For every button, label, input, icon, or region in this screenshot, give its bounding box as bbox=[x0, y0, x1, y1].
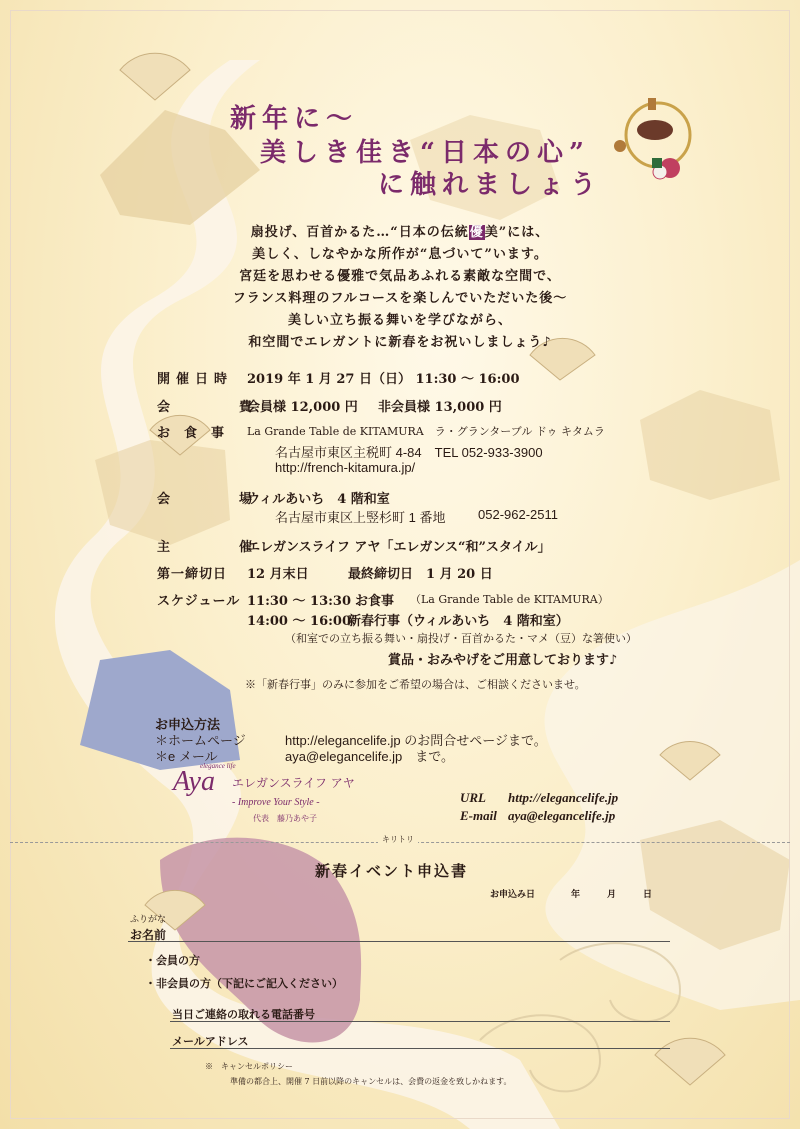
notice-text: ※「新春行事」のみに参加をご希望の場合は、ご相談くださいませ。 bbox=[245, 678, 586, 691]
schedule-2-gift: 賞品・おみやげをご用意しております♪ bbox=[388, 653, 618, 668]
intro-line-2: 美しく、しなやかな所作が“息づいて”います。 bbox=[252, 247, 548, 262]
venue-address: 名古屋市東区上竪杉町 1 番地 bbox=[275, 510, 446, 525]
intro-line-4: フランス料理のフルコースを楽しんでいただいた後～ bbox=[232, 291, 568, 306]
meal-label: お食事 bbox=[157, 426, 239, 441]
fee-nonmember: 非会員様 13,000 円 bbox=[378, 400, 502, 415]
apply-hp-value[interactable]: http://elegancelife.jp のお問合せページまで。 bbox=[285, 733, 547, 748]
title-line-2: 美しき佳き“日本の心” bbox=[260, 138, 590, 168]
schedule-2-title: 新春行事（ウィルあいち 4 階和室） bbox=[348, 614, 569, 629]
apply-mail-value[interactable]: aya@elegancelife.jp まで。 bbox=[285, 749, 455, 764]
phone-field[interactable] bbox=[170, 1021, 670, 1022]
host-label: 主 催 bbox=[157, 540, 281, 555]
brand-tagline: - Improve Your Style - bbox=[232, 797, 320, 808]
fee-member: 会員様 12,000 円 bbox=[247, 400, 358, 415]
river-band-right bbox=[545, 560, 800, 1010]
intro-paragraph bbox=[150, 222, 650, 354]
date-label: 開催日時 bbox=[157, 372, 234, 387]
host-value: エレガンスライフ アヤ「エレガンス“和”スタイル」 bbox=[247, 540, 551, 555]
intro-line-1-a: 扇投げ、百首かるた…“日本の伝統 bbox=[250, 225, 469, 240]
meal-address: 名古屋市東区主税町 4-84 TEL 052-933-3900 bbox=[275, 445, 543, 460]
meal-url[interactable]: http://french-kitamura.jp/ bbox=[275, 460, 416, 475]
gold-plate bbox=[640, 390, 780, 500]
form-date-line: お申込み日 年 月 日 bbox=[490, 890, 653, 900]
email-label: E-mail bbox=[460, 808, 497, 823]
brand-rep: 代表 藤乃あや子 bbox=[253, 814, 317, 823]
deadline-final: 最終締切日 1 月 20 日 bbox=[348, 567, 493, 582]
meal-restaurant: La Grande Table de KITAMURA ラ・グランターブル ドゥ キタムラ bbox=[247, 425, 605, 438]
apply-heading: お申込方法 bbox=[155, 718, 221, 733]
schedule-2-time: 14:00 ～ 16:00 bbox=[247, 614, 352, 629]
apply-hp-label: ＊ホームページ bbox=[155, 733, 246, 748]
venue-label: 会 場 bbox=[157, 492, 281, 507]
schedule-1-place: （La Grande Table de KITAMURA） bbox=[410, 593, 609, 606]
phone-label: 当日ご連絡の取れる電話番号 bbox=[172, 1008, 315, 1021]
brand-name: エレガンスライフ アヤ bbox=[232, 776, 355, 790]
email-value[interactable]: aya@elegancelife.jp bbox=[508, 808, 616, 823]
fan-icon bbox=[120, 53, 190, 100]
apply-mail-label: ＊e メール bbox=[155, 749, 218, 764]
member-option[interactable]: ・会員の方 bbox=[145, 954, 200, 967]
schedule-1-time: 11:30 ～ 13:30 bbox=[247, 594, 352, 609]
intro-line-5: 美しい立ち振る舞いを学びながら、 bbox=[287, 313, 512, 328]
date-value: 2019 年 1 月 27 日（日） 11:30 ～ 16:00 bbox=[247, 372, 520, 387]
title-line-3: に触れましょう bbox=[378, 170, 603, 200]
intro-line-6: 和空間でエレガントに新春をお祝いしましょう♪ bbox=[248, 335, 552, 350]
brand-logo-small: elegance life bbox=[200, 762, 236, 770]
schedule-label: スケジュール bbox=[157, 594, 241, 609]
nonmember-option[interactable]: ・非会員の方（下記にご記入ください） bbox=[145, 977, 343, 990]
intro-line-1-b: 美”には、 bbox=[484, 225, 550, 240]
url-value[interactable]: http://elegancelife.jp bbox=[508, 790, 619, 805]
form-name-label: お名前 bbox=[130, 928, 167, 942]
venue-tel: 052-962-2511 bbox=[478, 507, 558, 522]
intro-line-3: 宮廷を思わせる優雅で気品あふれる素敵な空間で、 bbox=[239, 269, 561, 284]
fee-label: 会 費 bbox=[157, 400, 281, 415]
brand-logo: Aya bbox=[173, 766, 215, 797]
venue-name: ウィルあいち 4 階和室 bbox=[247, 492, 390, 507]
schedule-1-title: お食事 bbox=[355, 594, 395, 609]
title-line-1: 新年に～ bbox=[230, 104, 359, 134]
deadline-first: 12 月末日 bbox=[247, 567, 309, 582]
cut-label: キリトリ bbox=[378, 834, 418, 845]
email-field-label: メールアドレス bbox=[172, 1035, 249, 1048]
cancel-text: 準備の都合上、開催 7 日前以降のキャンセルは、会費の返金を致しかねます。 bbox=[230, 1077, 512, 1086]
schedule-2-note: （和室での立ち振る舞い・扇投げ・百首かるた・マメ（豆）な箸使い） bbox=[285, 632, 637, 645]
fan-icon bbox=[655, 1038, 725, 1085]
boar-emblem-icon bbox=[610, 90, 700, 190]
intro-highlight: 優 bbox=[469, 225, 484, 240]
deadline-label: 第一締切日 bbox=[157, 567, 228, 582]
url-label: URL bbox=[460, 790, 486, 805]
form-title: 新春イベント申込書 bbox=[315, 862, 469, 880]
cancel-title: ※ キャンセルポリシー bbox=[205, 1062, 293, 1071]
intro-line-1 bbox=[150, 222, 650, 244]
form-furigana: ふりがな bbox=[130, 915, 167, 925]
name-field[interactable] bbox=[128, 941, 670, 942]
email-field[interactable] bbox=[170, 1048, 670, 1049]
